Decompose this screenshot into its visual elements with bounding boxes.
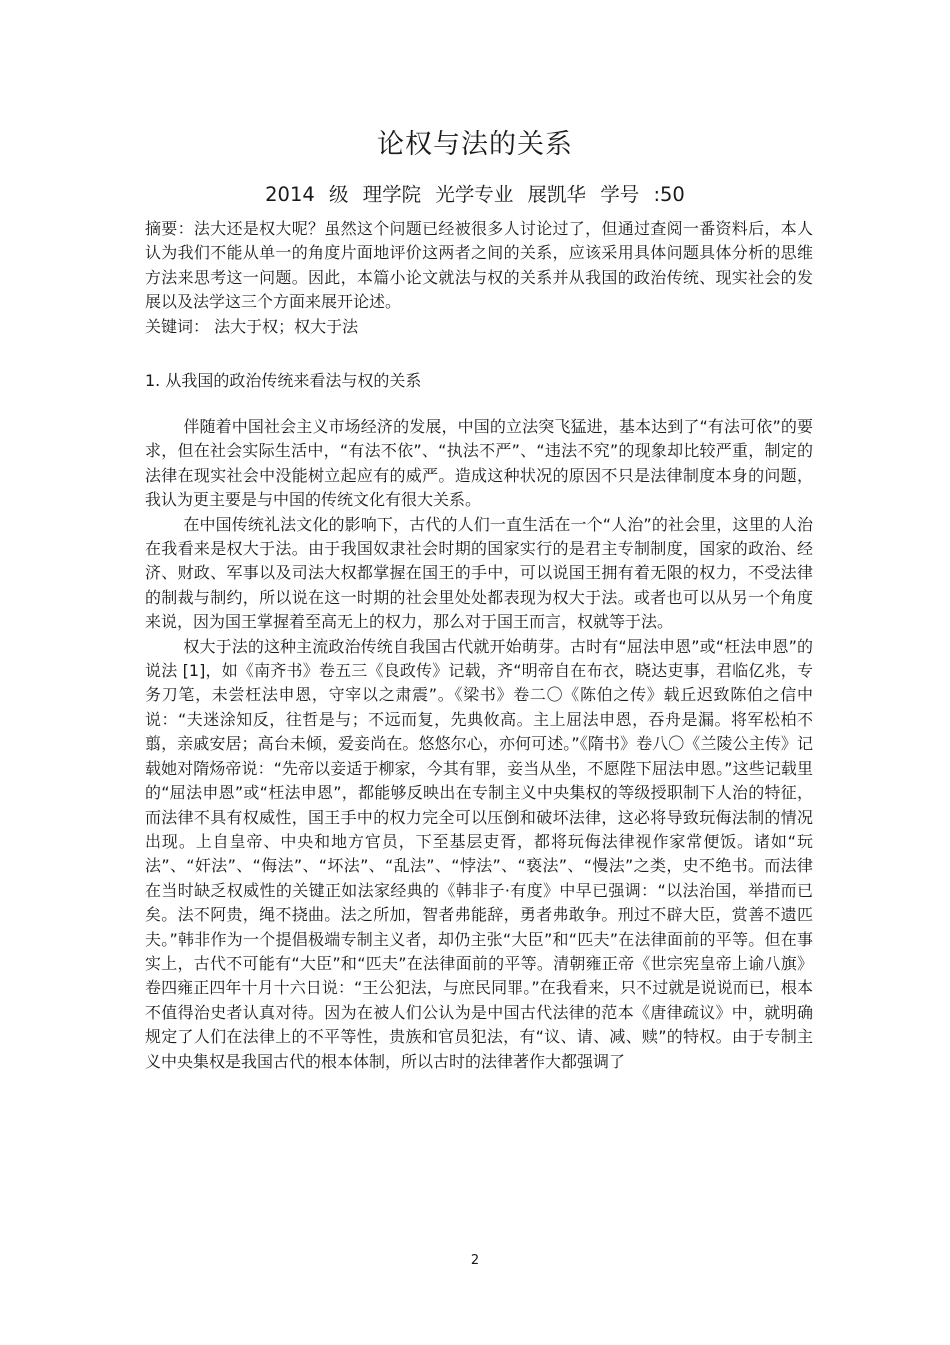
paragraph: 伴随着中国社会主义市场经济的发展，中国的立法突飞猛进，基本达到了“有法可依”的要求，但在社会实际生活中，“有法不依”、“执法不严”、“违法不究”的现象却比较严重，制定的法律在现实社会中没能树立起应有的威严。造成这种状况的原因不只是法律制度本身的问题，我认为更主要是与中国的传统文化有很大关系。 bbox=[145, 417, 813, 510]
keywords: 关键词： 法大于权；权大于法 bbox=[145, 317, 359, 336]
page-number: 2 bbox=[470, 1253, 480, 1268]
abstract bbox=[145, 217, 813, 315]
body-text bbox=[145, 415, 813, 1074]
paragraph: 权大于法的这种主流政治传统自我国古代就开始萌芽。古时有“屈法申恩”或“枉法申恩”的说法 [1]，如《南齐书》卷五三《良政传》记载，齐“明帝自在布衣，晓达吏事，君临亿兆，专务刀笔，未尝枉法申恩，守宰以之肃震”。《梁书》卷二〇《陈伯之传》载丘迟致陈伯之信中说：“夫迷涂知反，往哲是与；不远而复，先典攸高。主上屈法申恩，吞舟是漏。将军松柏不翦，亲戚安居；高台未倾，爱妾尚在。悠悠尔心，亦何可述。”《隋书》卷八〇《兰陵公主传》记载她对隋炀帝说：“先帝以妾适于柳家，今其有罪，妾当从坐，不愿陛下屈法申恩。”这些记载里的“屈法申恩”或“枉法申恩”，都能够反映出在专制主义中央集权的等级授职制下人治的特征，而法律不具有权威性，国王手中的权力完全可以压倒和破坏法律，这必将导致玩侮法制的情况出现。上自皇帝、中央和地方官员，下至基层吏胥，都将玩侮法律视作家常便饭。诸如“玩法”、“奸法”、“侮法”、“坏法”、“乱法”、“悖法”、“亵法”、“慢法”之类，史不绝书。而法律在当时缺乏权威性的关键正如法家经典的《韩非子·有度》中早已强调：“以法治国，举措而已矣。法不阿贵，绳不挠曲。法之所加，智者弗能辞，勇者弗敢争。刑过不辟大臣，赏善不遗匹夫。”韩非作为一个提倡极端专制主义者，却仍主张“大臣”和“匹夫”在法律面前的平等。但在事实上，古代不可能有“大臣”和“匹夫”在法律面前的平等。清朝雍正帝《世宗宪皇帝上谕八旗》卷四雍正四年十月十六日说：“王公犯法，与庶民同罪。”在我看来，只不过就是说说而已，根本不值得治史者认真对待。因为在被人们公认为是中国古代法律的范本《唐律疏议》中，就明确规定了人们在法律上的不平等性，贵族和官员犯法，有“议、请、减、赎”的特权。由于专制主义中央集权是我国古代的根本体制，所以古时的法律著作大都强调了 bbox=[145, 636, 813, 1071]
paragraph: 在中国传统礼法文化的影响下，古代的人们一直生活在一个“人治”的社会里，这里的人治在我看来是权大于法。由于我国奴隶社会时期的国家实行的是君主专制制度，国家的政治、经济、财政、军事以及司法大权都掌握在国王的手中，可以说国王拥有着无限的权力，不受法律的制裁与制约，所以说在这一时期的社会里处处都表现为权大于法。或者也可以从另一个角度来说，因为国王掌握着至高无上的权力，那么对于国王而言，权就等于法。 bbox=[145, 514, 813, 632]
abstract-text: 摘要：法大还是权大呢？虽然这个问题已经被很多人讨论过了，但通过查阅一番资料后，本人认为我们不能从单一的角度片面地评价这两者之间的关系，应该采用具体问题具体分析的思维方法来思考这一问题。因此，本篇小论文就法与权的关系并从我国的政治传统、现实社会的发展以及法学这三个方面来展开论述。 bbox=[145, 219, 813, 312]
section-heading: 1. 从我国的政治传统来看法与权的关系 bbox=[145, 371, 422, 390]
paper-title: 论权与法的关系 bbox=[377, 129, 573, 160]
author-line: 2014 级 理学院 光学专业 展凯华 学号 :50 bbox=[265, 183, 685, 206]
